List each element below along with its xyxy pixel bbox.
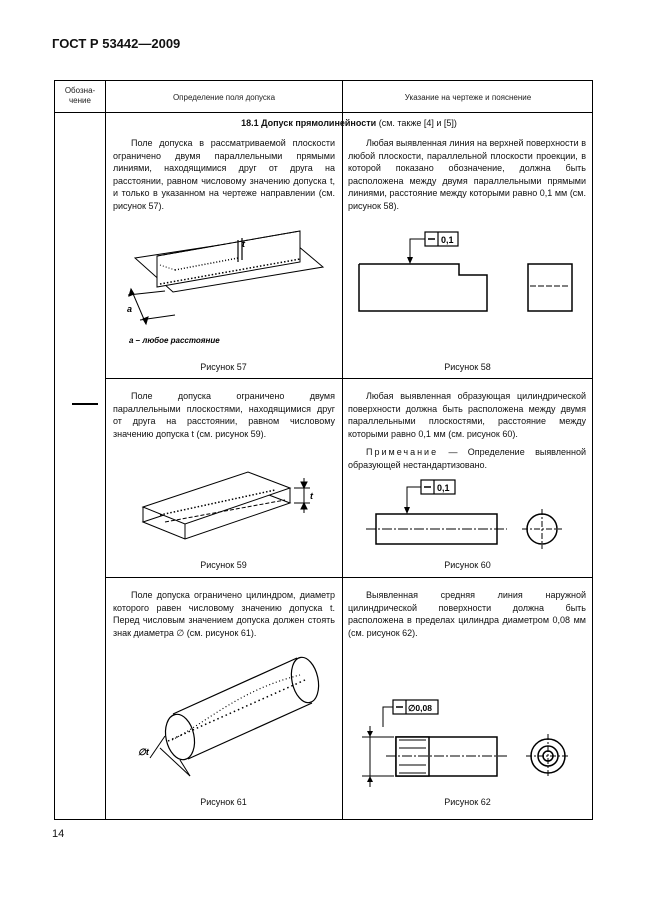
fig60-caption: Рисунок 60 xyxy=(444,560,491,570)
row1-definition: Поле допуска в рассматриваемой плоскости ограничено двумя параллельными прямыми линиями, находящимися друг от друга на расстоянии, равном числовому значению допуска t, и только в указанном на чертеже направлении (см. рисунок 57). xyxy=(113,138,335,211)
row2-note-label: Примечание xyxy=(366,447,439,457)
fig62-frame-value: ∅0,08 xyxy=(408,703,432,713)
row2-note-text: — Определение выявленной образующей нестандартизовано. xyxy=(348,447,586,470)
col-header-indication: Указание на чертеже и пояснение xyxy=(404,93,532,102)
fig58-frame-value: 0,1 xyxy=(441,235,454,245)
fig57-caption: Рисунок 57 xyxy=(200,362,247,372)
fig59-label-t: t xyxy=(310,491,313,501)
fig58-caption: Рисунок 58 xyxy=(444,362,491,372)
fig59-caption: Рисунок 59 xyxy=(200,560,247,570)
fig61-label-t: ∅t xyxy=(138,747,149,757)
col-header-definition: Определение поля допуска xyxy=(172,93,276,102)
fig57-label-a: a xyxy=(127,304,133,314)
document-header: ГОСТ Р 53442—2009 xyxy=(52,36,181,51)
fig62-caption: Рисунок 62 xyxy=(444,797,491,807)
row2-indication: Любая выявленная образующая цилиндрической поверхности должна быть расположена между двумя параллельными плоскостями, расстояние между которыми равно 0,1 мм (см. рисунок 60). xyxy=(348,391,586,439)
fig57-legend: a – любое расстояние xyxy=(129,336,220,345)
fig57-label-t: t xyxy=(242,239,245,249)
row3-indication: Выявленная средняя линия наружной цилиндрической поверхности должна быть расположена в пределах цилиндра диаметром 0,08 мм (см. рисунок 62). xyxy=(348,590,586,638)
row1-indication: Любая выявленная линия на верхней поверхности в любой плоскости, параллельной плоскости проекции, в которой показано обозначение, должна быть расположена между двумя параллельными прямыми линиями, расстояние между которыми равно 0,1 мм (см. рисунок 58). xyxy=(348,138,586,211)
fig61-caption: Рисунок 61 xyxy=(200,797,247,807)
row2-definition: Поле допуска ограничено двумя параллельными плоскостями, находящимися друг от друга на расстоянии, равном числовому значению допуска t (см. рисунок 59). xyxy=(113,391,335,439)
row3-definition: Поле допуска ограничено цилиндром, диаметр которого равен числовому значению допуска t. Перед числовым значением допуска должен стоять знак диаметра ∅ (см. рисунок 61). xyxy=(113,590,335,638)
section-title-rest: (см. также [4] и [5]) xyxy=(376,118,457,128)
page-number: 14 xyxy=(52,828,65,840)
fig60-frame-value: 0,1 xyxy=(437,483,450,493)
col-header-symbol: Обозна- чение xyxy=(64,86,96,105)
section-title-bold: 18.1 Допуск прямолинейности xyxy=(241,118,377,128)
